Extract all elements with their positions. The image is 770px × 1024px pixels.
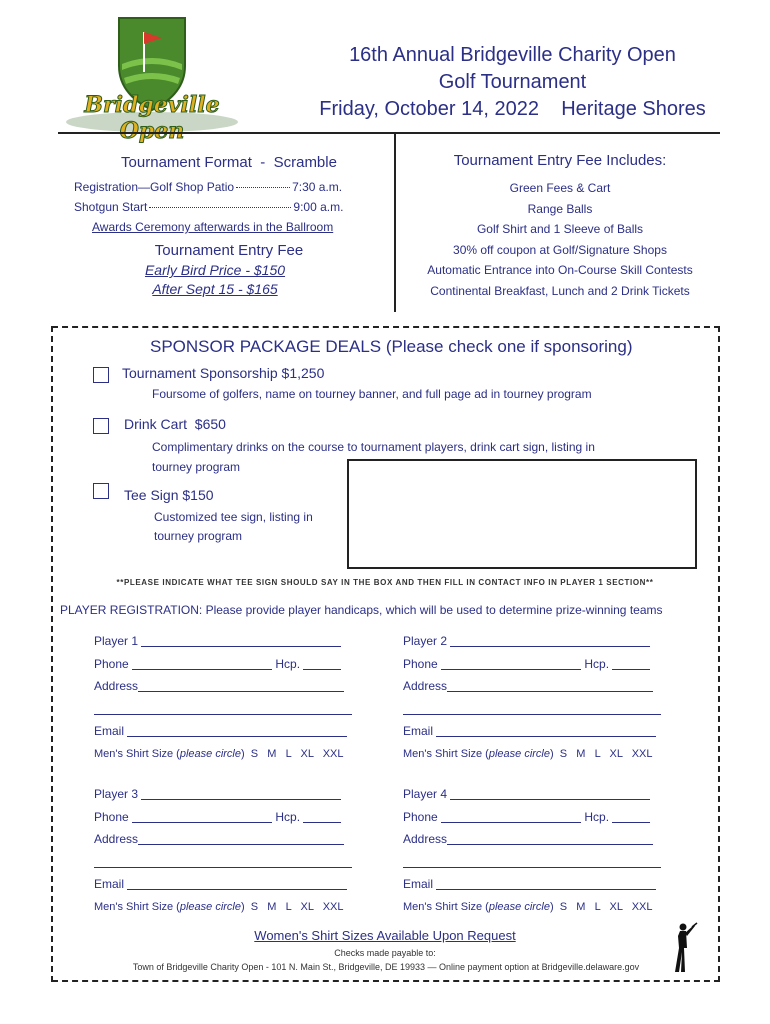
title-line-1: 16th Annual Bridgeville Charity Open	[349, 44, 676, 66]
logo	[62, 14, 242, 144]
address-field[interactable]	[447, 691, 653, 692]
tee-sign-note: **PLEASE INDICATE WHAT TEE SIGN SHOULD SAY IN THE BOX AND THEN FILL IN CONTACT INFO IN PLAYER 1 SECTION**	[116, 578, 654, 587]
fee-heading: Tournament Entry Fee	[154, 242, 304, 259]
tee-sign-checkbox[interactable]	[93, 483, 109, 499]
phone-label: Phone	[94, 809, 129, 824]
registration-heading: PLAYER REGISTRATION: Please provide player handicaps, which will be used to determine prize-winning teams	[60, 603, 663, 617]
shirt-label: Men's Shirt Size (	[94, 900, 180, 913]
address-field[interactable]	[138, 691, 344, 692]
phone-field[interactable]	[132, 822, 272, 823]
tee-sign-desc	[154, 508, 313, 546]
tee-sign-desc-line-2: tourney program	[154, 529, 243, 543]
email-label: Email	[94, 877, 125, 891]
column-divider	[394, 132, 396, 312]
hcp-field[interactable]	[612, 669, 650, 670]
hcp-field[interactable]	[303, 822, 341, 823]
registration-label: Registration—Golf Shop Patio	[74, 180, 235, 194]
shirt-circle-hint: please circle	[179, 900, 241, 913]
shirt-sizes[interactable]: ) S M L XL XXL	[241, 900, 344, 913]
player-3-block	[94, 783, 384, 918]
tournament-sponsorship-checkbox[interactable]	[93, 367, 109, 383]
address-label: Address	[94, 679, 139, 693]
hcp-label: Hcp.	[584, 656, 610, 671]
email-field[interactable]	[436, 736, 656, 737]
shotgun-row	[74, 200, 386, 214]
hcp-label: Hcp.	[584, 809, 610, 824]
leader-dots	[236, 187, 290, 188]
shirt-label: Men's Shirt Size (	[403, 747, 489, 760]
golfer-icon	[668, 922, 698, 974]
hcp-field[interactable]	[612, 822, 650, 823]
email-field[interactable]	[127, 889, 347, 890]
payment-address: Town of Bridgeville Charity Open - 101 N. Main St., Bridgeville, DE 19933 — Online payment option at Bridgeville.delaware.gov	[132, 962, 640, 972]
player-2-block	[403, 630, 703, 765]
player-label: Player 3	[94, 787, 139, 801]
dashed-border-left	[51, 326, 53, 982]
player-4-block	[403, 783, 703, 918]
drink-cart-label: Drink Cart $650	[124, 416, 226, 432]
format-heading: Tournament Format - Scramble	[121, 154, 337, 171]
tee-sign-desc-line-1: Customized tee sign, listing in	[154, 510, 313, 524]
leader-dots	[149, 207, 291, 208]
phone-label: Phone	[94, 656, 129, 671]
title-line-2: Golf Tournament	[438, 71, 587, 93]
logo-text: Bridgeville Open	[84, 92, 220, 144]
hcp-label: Hcp.	[275, 809, 301, 824]
dashed-border-right	[718, 326, 720, 982]
title-line-3: Friday, October 14, 2022 Heritage Shores	[319, 98, 706, 120]
player-name-field[interactable]	[450, 799, 650, 800]
tournament-sponsorship-desc: Foursome of golfers, name on tourney banner, and full page ad in tourney program	[152, 387, 592, 401]
address-field-2[interactable]	[403, 714, 661, 715]
list-item: Automatic Entrance into On-Course Skill Contests	[427, 263, 693, 277]
phone-label: Phone	[403, 809, 438, 824]
player-label: Player 1	[94, 634, 139, 648]
checks-payable: Checks made payable to:	[334, 948, 436, 958]
list-item: 30% off coupon at Golf/Signature Shops	[453, 242, 667, 257]
early-bird-price: Early Bird Price - $150	[144, 262, 286, 278]
player-1-block	[94, 630, 384, 765]
tournament-sponsorship-label: Tournament Sponsorship $1,250	[122, 365, 325, 381]
address-field[interactable]	[138, 844, 344, 845]
dashed-border-bottom	[52, 980, 720, 982]
shirt-circle-hint: please circle	[488, 747, 550, 760]
email-label: Email	[403, 877, 434, 891]
email-field[interactable]	[436, 889, 656, 890]
shotgun-time: 9:00 a.m.	[293, 200, 344, 214]
player-label: Player 4	[403, 787, 448, 801]
includes-heading: Tournament Entry Fee Includes:	[453, 152, 667, 169]
shirt-label: Men's Shirt Size (	[403, 900, 489, 913]
list-item: Golf Shirt and 1 Sleeve of Balls	[476, 222, 644, 236]
shirt-sizes[interactable]: ) S M L XL XXL	[550, 747, 653, 760]
womens-sizes-note: Women's Shirt Sizes Available Upon Request	[254, 928, 516, 943]
list-item: Continental Breakfast, Lunch and 2 Drink Tickets	[430, 283, 690, 298]
registration-row	[74, 180, 386, 194]
registration-time: 7:30 a.m.	[292, 180, 343, 194]
sponsor-heading: SPONSOR PACKAGE DEALS (Please check one if sponsoring)	[150, 337, 633, 356]
dashed-border-top	[52, 326, 720, 328]
shirt-circle-hint: please circle	[488, 900, 550, 913]
email-field[interactable]	[127, 736, 347, 737]
awards-text: Awards Ceremony afterwards in the Ballroom	[92, 220, 334, 234]
tee-sign-text-box[interactable]	[347, 459, 697, 569]
shirt-sizes[interactable]: ) S M L XL XXL	[550, 900, 653, 913]
drink-cart-checkbox[interactable]	[93, 418, 109, 434]
phone-field[interactable]	[132, 669, 272, 670]
address-field-2[interactable]	[94, 867, 352, 868]
phone-field[interactable]	[441, 669, 581, 670]
hcp-field[interactable]	[303, 669, 341, 670]
address-field[interactable]	[447, 844, 653, 845]
shirt-label: Men's Shirt Size (	[94, 747, 180, 760]
phone-field[interactable]	[441, 822, 581, 823]
drink-cart-desc-line-2: tourney program	[152, 460, 241, 474]
email-label: Email	[403, 724, 434, 738]
player-label: Player 2	[403, 634, 448, 648]
address-field-2[interactable]	[403, 867, 661, 868]
player-name-field[interactable]	[450, 646, 650, 647]
player-name-field[interactable]	[141, 646, 341, 647]
tee-sign-label: Tee Sign $150	[124, 487, 214, 503]
includes-list	[400, 178, 720, 301]
page-title	[300, 42, 725, 123]
drink-cart-desc-line-1: Complimentary drinks on the course to tournament players, drink cart sign, listing in	[152, 440, 595, 454]
shirt-sizes[interactable]: ) S M L XL XXL	[241, 747, 344, 760]
player-name-field[interactable]	[141, 799, 341, 800]
shotgun-label: Shotgun Start	[74, 200, 148, 214]
after-price: After Sept 15 - $165	[152, 281, 278, 297]
list-item: Range Balls	[527, 201, 593, 216]
list-item: Green Fees & Cart	[509, 181, 611, 195]
email-label: Email	[94, 724, 125, 738]
shirt-circle-hint: please circle	[179, 747, 241, 760]
address-label: Address	[94, 832, 139, 846]
phone-label: Phone	[403, 656, 438, 671]
header-divider	[58, 132, 720, 134]
address-label: Address	[403, 832, 448, 846]
address-field-2[interactable]	[94, 714, 352, 715]
hcp-label: Hcp.	[275, 656, 301, 671]
address-label: Address	[403, 679, 448, 693]
